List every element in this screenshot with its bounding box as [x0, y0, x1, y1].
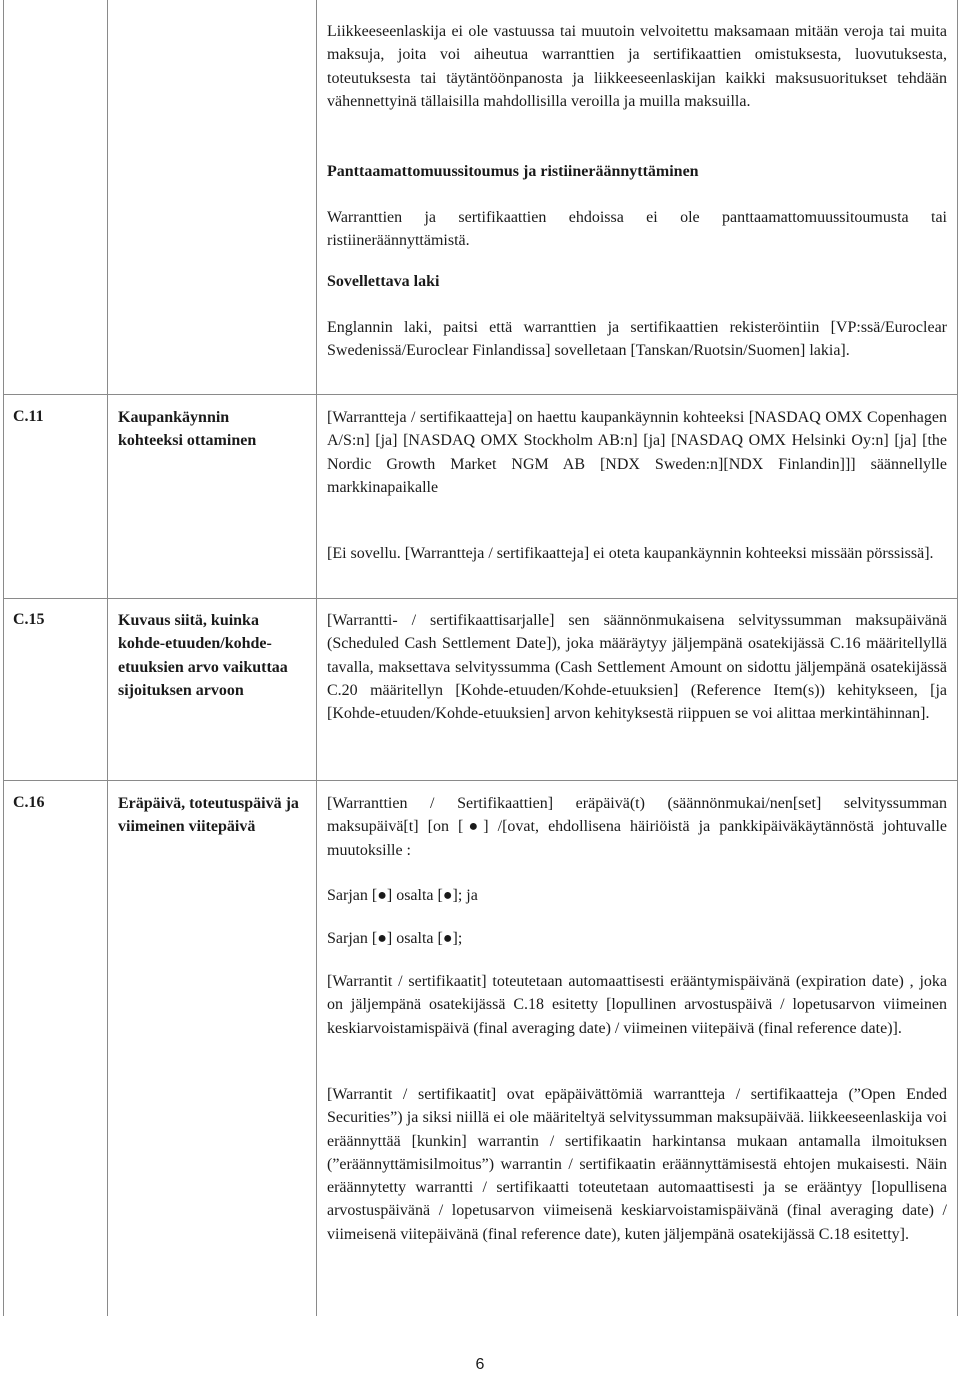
c15-description-paragraph: [Warrantti- / sertifikaattisarjalle] sen säännönmukaisena selvityssumman maksupäivänä (Scheduled Cash Settlement Date]), joka määräytyy jäljempänä osatekijässä C.16 määritellyllä tavalla, maksettava selvityssumma (Cash Settlement Amount on sidottu jäljempänä osatekijässä C.20 määritellyn [Kohde-etuuden/Kohde-etuuksien] (Reference Item(s)) kehitykseen, [ja [Kohde-etuuden/Kohde-etuuksien] arvon kehityksestä riippuen se voi alittaa merkintähinnan]. — [327, 612, 947, 723]
element-id-c15: C.15 — [13, 611, 45, 628]
element-label-c15: Kuvaus siitä, kuinka kohde-etuuden/kohde-etuuksien arvo vaikuttaa sijoituksen arvoon — [118, 612, 288, 699]
c11-listing-paragraph: [Warrantteja / sertifikaatteja] on haettu kaupankäynnin kohteeksi [NASDAQ OMX Copenhagen A/S:n] [ja] [NASDAQ OMX Stockholm AB:n] [ja] [NASDAQ OMX Helsinki Oy:n] [ja] [the Nordic Growth Market NGM AB [NDX Sweden:n][NDX Finlandin]]] säännellylle markkinapaikalle — [327, 409, 947, 496]
row-divider-c11 — [3, 394, 958, 395]
table-border-col2 — [316, 0, 317, 1316]
c16-open-ended-paragraph: [Warrantit / sertifikaatit] ovat epäpäivättömiä warrantteja / sertifikaatteja (”Open Ended Securities”) ja siksi niillä ei ole määriteltyä selvityssumman maksupäivää. liikkeeseenlaskija voi eräännyttää [kunkin] warrantin / sertifikaatin harkintansa mukaan antamalla ilmoituksen (”eräännyttämisilmoitus”) warrantin / sertifikaatin eräännyttämisestä ehtojen mukaisesti. Näin eräännytetty warrantti / sertifikaatti toteutetaan automaattisesti ja se erääntyy [lopullisena arvostuspäivänä / lopetusarvon viimeisenä keskiarvoistamispäivänä (final averaging date) / viimeisenä viitepäivänä (final reference date), kuten jäljempänä osatekijässä C.18 esitetty]. — [327, 1086, 947, 1243]
c11-not-applicable-paragraph: [Ei sovellu. [Warrantteja / sertifikaatteja] ei oteta kaupankäynnin kohteeksi missään pörssissä]. — [327, 545, 934, 562]
negative-pledge-heading: Panttaamattomuussitoumus ja ristiineräännyttäminen — [327, 163, 699, 180]
element-label-c16: Eräpäivä, toteutuspäivä ja viimeinen viitepäivä — [118, 795, 299, 836]
table-border-left — [3, 0, 4, 1316]
c16-series-line-1: Sarjan [●] osalta [●]; ja — [327, 887, 478, 904]
element-id-c16: C.16 — [13, 794, 45, 811]
table-border-col1 — [107, 0, 108, 1316]
tax-paragraph: Liikkeeseenlaskija ei ole vastuussa tai muutoin velvoitettu maksamaan mitään veroja tai muita maksuja, joita voi aiheutua warranttien ja sertifikaattien omistuksesta, luovutuksesta, toteutuksesta tai täytäntöönpanosta ja liikkeeseenlaskijan kaikki maksusuoritukset tehdään vähennettyinä tällaisilla mahdollisilla veroilla ja muilla maksuilla. — [327, 23, 947, 110]
row-divider-c15 — [3, 598, 958, 599]
element-label-c11: Kaupankäynnin kohteeksi ottaminen — [118, 409, 257, 450]
element-id-c11: C.11 — [13, 408, 44, 425]
c16-exercise-paragraph: [Warrantit / sertifikaatit] toteutetaan automaattisesti erääntymispäivänä (expiration date) , joka on jäljempänä osatekijässä C.18 esitetty [lopullinen arvostuspäivä / lopetusarvon viimeinen keskiarvoistamispäivä (final averaging date) / viimeinen viitepäivä (final reference date)]. — [327, 973, 947, 1037]
negative-pledge-paragraph: Warranttien ja sertifikaattien ehdoissa ei ole panttaamattomuussitoumusta tai ristiineräännyttämistä. — [327, 209, 947, 250]
row-divider-c16 — [3, 780, 958, 781]
c16-series-line-2: Sarjan [●] osalta [●]; — [327, 930, 463, 947]
governing-law-paragraph: Englannin laki, paitsi että warranttien ja sertifikaattien rekisteröintiin [VP:ssä/Euroclear Swedenissä/Euroclear Finlandissa] sovelletaan [Tanskan/Ruotsin/Suomen] lakia]. — [327, 319, 947, 360]
table-border-right — [957, 0, 958, 1316]
c16-maturity-paragraph: [Warranttien / Sertifikaattien] eräpäivä(t) (säännönmukai/nen[set] selvityssumman maksupäivä[t] [on [●] /[ovat, ehdollisena häiriöistä ja pankkipäiväkäytännöstä johtuvalle muutoksille : — [327, 795, 947, 859]
page-number: 6 — [475, 1356, 485, 1373]
governing-law-heading: Sovellettava laki — [327, 273, 440, 290]
